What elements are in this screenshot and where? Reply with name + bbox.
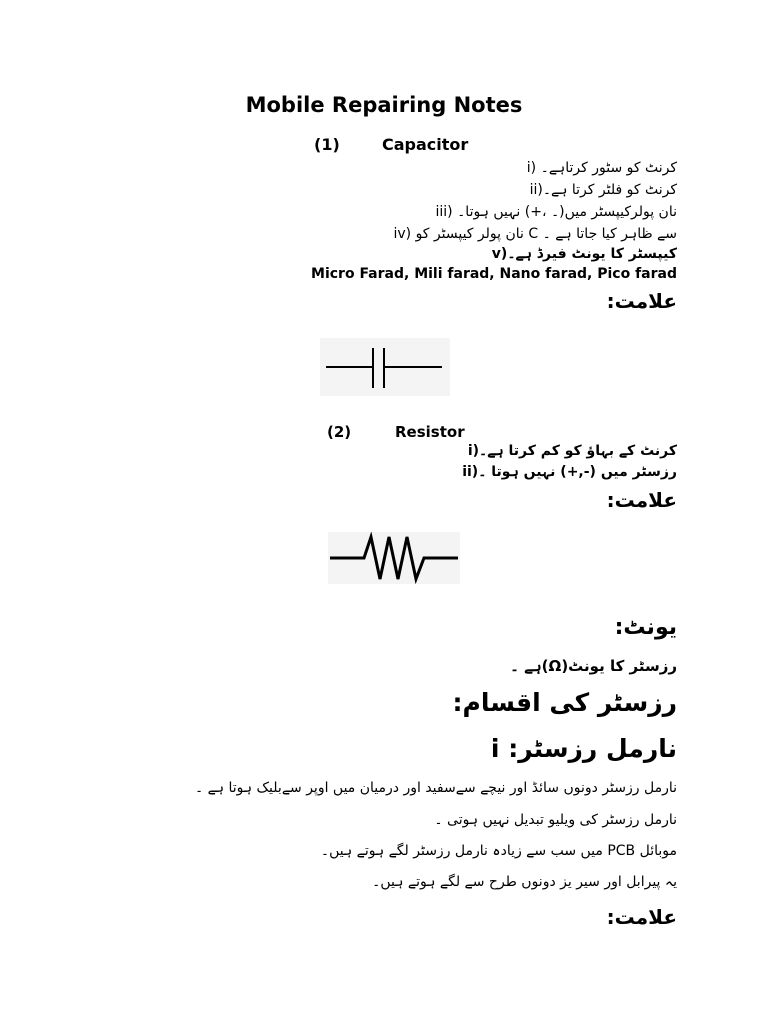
resistor-symbol [328,532,460,584]
resistor-point: ii)رزسٹر میں (-,+) نہیں ہوتا ۔ [462,464,677,480]
symbol-label: علامت: [606,905,677,929]
capacitor-point: iv) نان پولر کیپسٹر کو C سے ظاہر کیا جاتا ہے ۔ [393,226,677,242]
normal-resistor-point: نارمل رزسٹر دونوں سائڈ اور نیچے سےسفید اور درمیان میں اوپر سےبلیک ہوتا ہے ۔ [194,780,677,796]
capacitor-point: i) کرنٹ کو سٹور کرتاہے۔ [526,160,677,176]
section-heading-capacitor [314,135,468,154]
capacitor-point: v)کیپسٹر کا یونٹ فیرڈ ہے۔ [491,246,677,262]
section-title: Resistor [395,423,465,441]
symbol-label: علامت: [606,488,677,512]
unit-heading: یونٹ: [614,615,677,640]
capacitor-symbol [320,338,450,396]
section-number: (2) [327,423,352,441]
unit-text: رزسٹر کا یونٹ(Ω)ہے ۔ [510,657,677,675]
normal-resistor-point: موبائل PCB میں سب سے زیادہ نارمل رزسٹر لگے ہوتے ہیں۔ [320,843,677,859]
normal-resistor-point: یہ پیرابل اور سیر یز دونوں طرح سے لگے ہوتے ہیں۔ [372,874,677,890]
section-title: Capacitor [382,135,469,154]
types-heading: رزسٹر کی اقسام: [452,688,677,717]
capacitor-point: ii)کرنٹ کو فلٹر کرتا ہے۔ [529,182,677,198]
page-title: Mobile Repairing Notes [245,93,523,117]
capacitor-point: iii) نان پولرکیپسٹر میں(۔ ،+) نہیں ہوتا۔ [435,204,677,220]
resistor-point: i)کرنٹ کے بہاؤ کو کم کرتا ہے۔ [467,443,677,459]
capacitor-units: Micro Farad, Mili farad, Nano farad, Pico farad [311,266,677,282]
section-heading-resistor [327,423,465,441]
section-number: (1) [314,135,340,154]
normal-resistor-point: نارمل رزسٹر کی ویلیو تبدیل نہیں ہوتی ۔ [434,812,677,828]
symbol-label: علامت: [606,289,677,313]
normal-resistor-heading: i :نارمل رزسٹر [490,734,677,763]
